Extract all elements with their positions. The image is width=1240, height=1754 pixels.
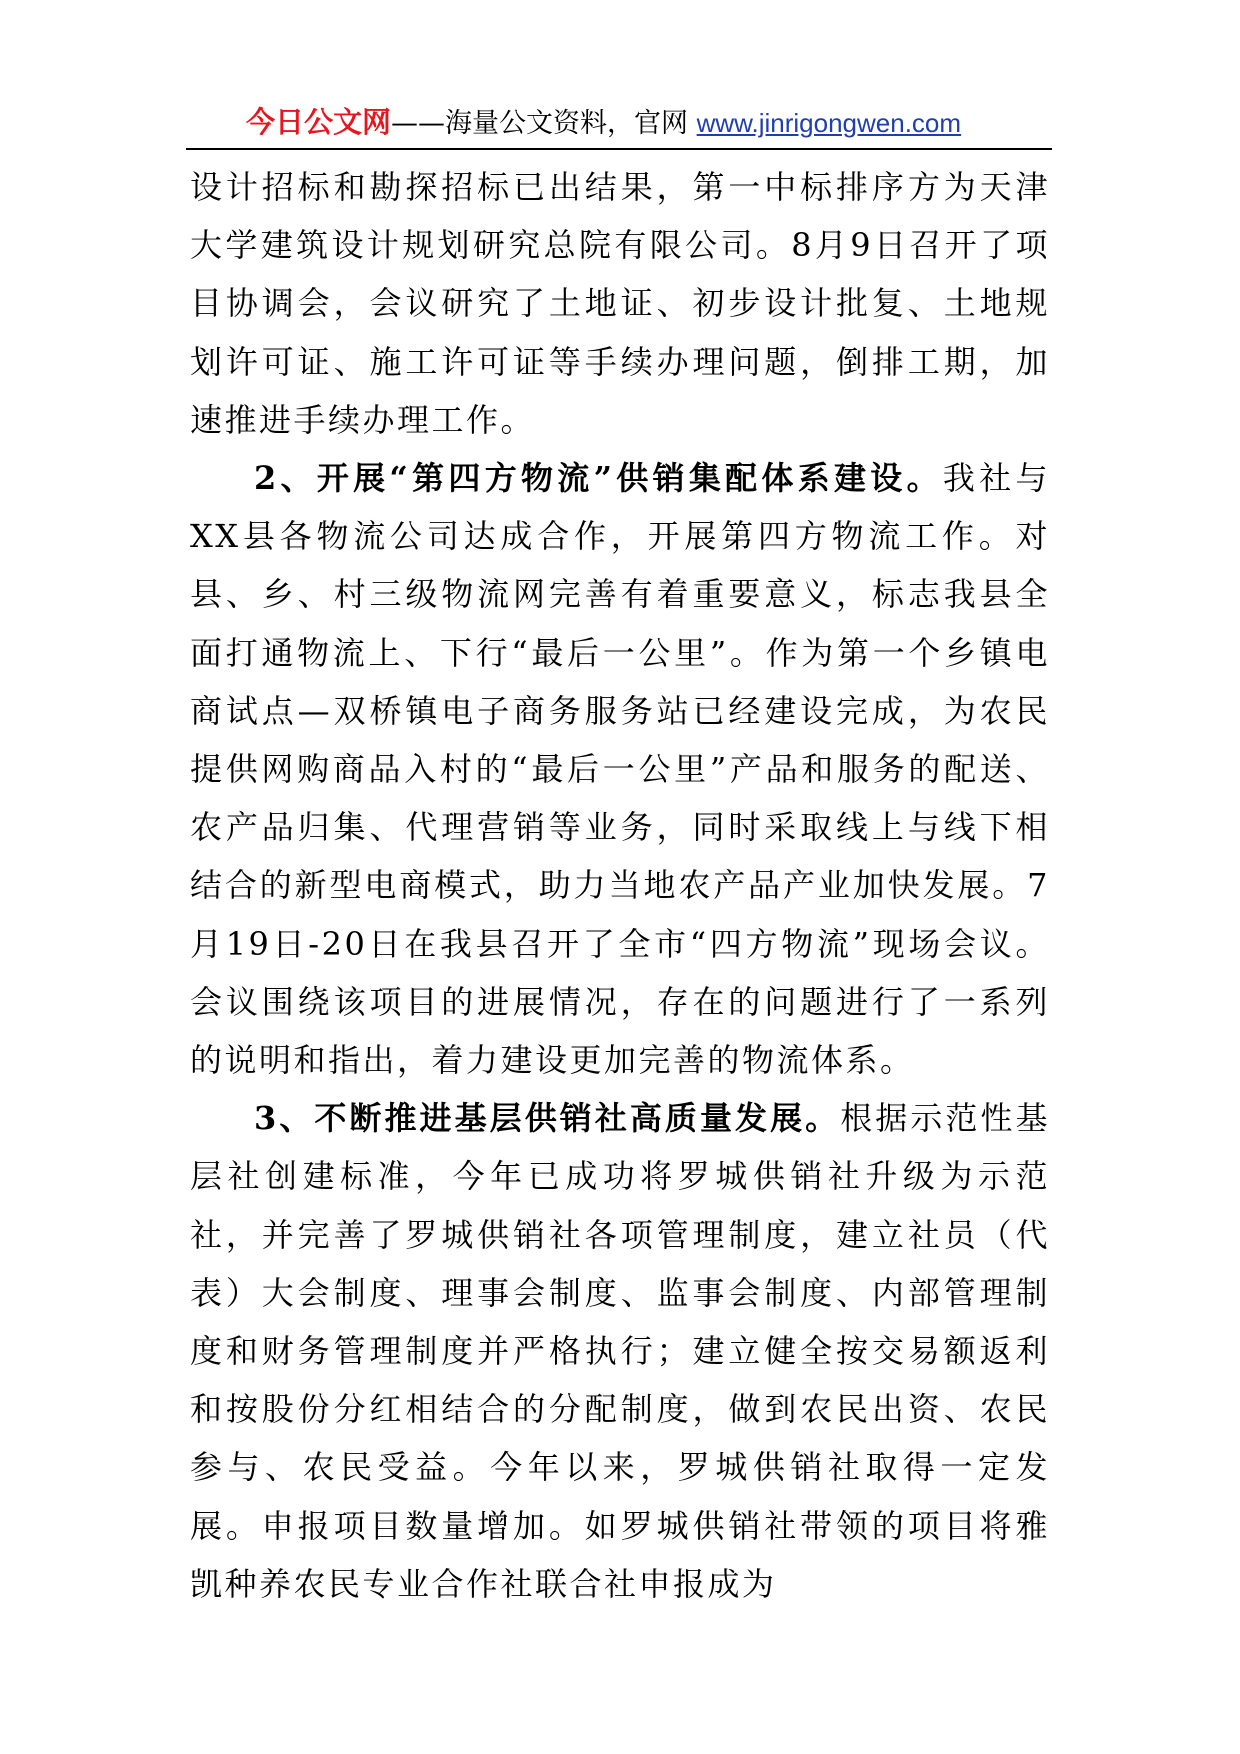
header-tagline: ——海量公文资料，官网 bbox=[391, 108, 697, 139]
paragraph-3 bbox=[190, 1089, 1050, 1613]
brand-name: 今日公文网 bbox=[246, 105, 392, 139]
paragraph-1: 设计招标和勘探招标已出结果，第一中标排序方为天津大学建筑设计规划研究总院有限公司。8月9日召开了项目协调会，会议研究了土地证、初步设计批复、土地规划许可证、施工许可证等手续办理问题，倒排工期，加速推进手续办理工作。 bbox=[190, 168, 1050, 439]
site-url-link[interactable]: www.jinrigongwen.com bbox=[696, 108, 962, 138]
paragraph-3-heading: 3、不断推进基层供销社高质量发展。 bbox=[254, 1099, 841, 1138]
document-body bbox=[190, 158, 1050, 1613]
header-line bbox=[246, 104, 961, 142]
page-header bbox=[186, 100, 1052, 150]
paragraph-3-text: 根据示范性基层社创建标准，今年已成功将罗城供销社升级为示范社，并完善了罗城供销社各项管理制度，建立社员（代表）大会制度、理事会制度、监事会制度、内部管理制度和财务管理制度并严格执行；建立健全按交易额返利和按股份分红相结合的分配制度，做到农民出资、农民参与、农民受益。今年以来，罗城供销社取得一定发展。申报项目数量增加。如罗城供销社带领的项目将雅凯种养农民专业合作社联合社申报成为 bbox=[190, 1099, 1050, 1603]
paragraph-2-text: 我社与XX县各物流公司达成合作，开展第四方物流工作。对县、乡、村三级物流网完善有着重要意义，标志我县全面打通物流上、下行“最后一公里”。作为第一个乡镇电商试点—双桥镇电子商务服务站已经建设完成，为农民提供网购商品入村的“最后一公里”产品和服务的配送、农产品归集、代理营销等业务，同时采取线上与线下相结合的新型电商模式，助力当地农产品产业加快发展。7月19日-20日在我县召开了全市“四方物流”现场会议。会议围绕该项目的进展情况，存在的问题进行了一系列的说明和指出，着力建设更加完善的物流体系。 bbox=[190, 459, 1050, 1080]
paragraph-2 bbox=[190, 449, 1050, 1089]
paragraph-2-heading: 2、开展“第四方物流”供销集配体系建设。 bbox=[254, 459, 943, 498]
